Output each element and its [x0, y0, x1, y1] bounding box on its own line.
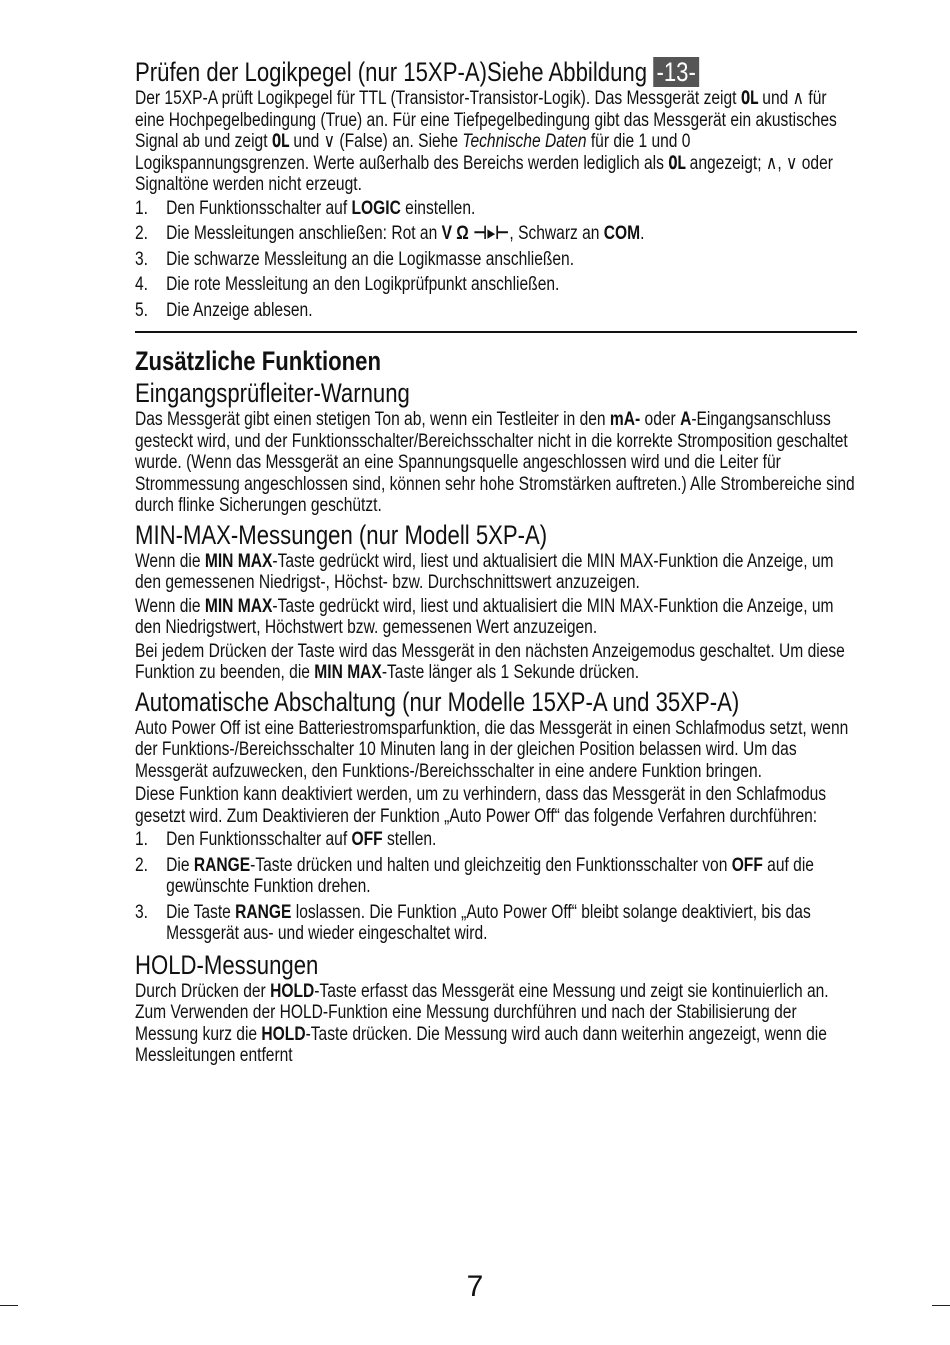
- up-caret-icon: ∧: [765, 152, 778, 174]
- list-item: 1. Den Funktionsschalter auf LOGIC einstellen.: [135, 197, 476, 219]
- up-caret-icon: ∧: [792, 88, 805, 109]
- logic-title: Prüfen der Logikpegel (nur 15XP-A)Siehe Abbildung -13-: [135, 56, 855, 88]
- list-item: 3. Die schwarze Messleitung an die Logikmasse anschließen.: [135, 248, 575, 270]
- autooff-steps: [135, 829, 855, 945]
- down-caret-icon: ∨: [785, 152, 798, 174]
- figure-badge: -13-: [653, 57, 699, 87]
- list-item: 2. Die Messleitungen anschließen: Rot an V Ω ⊣▸⊢, Schwarz an COM.: [135, 223, 645, 244]
- logic-section: [135, 56, 855, 325]
- autooff-title: Automatische Abschaltung (nur Modelle 15XP-A und 35XP-A): [135, 686, 740, 717]
- ol-symbol: OL: [271, 130, 289, 152]
- logic-paragraph: Der 15XP-A prüft Logikpegel für TTL (Transistor-Transistor-Logik). Das Messgerät zeigt OL und ∧ für eine Hochpegelbedingung (True) an. Für eine Tiefpegelbedingung gibt das Messgerät ein akustisches Signal ab und zeigt OL und ∨ (False) an. Siehe Technische Daten für die 1 und 0 Logikspannungsgrenzen. Werte außerhalb des Bereichs werden lediglich als OL angezeigt; ∧, ∨ oder Signaltöne werden nicht erzeugt.: [135, 87, 837, 195]
- ol-symbol: OL: [668, 151, 686, 174]
- ol-symbol: OL: [740, 87, 758, 109]
- section-divider: [135, 331, 857, 333]
- crop-mark: [0, 1305, 18, 1306]
- down-caret-icon: ∨: [323, 131, 336, 152]
- manual-page: [135, 56, 855, 1069]
- autooff-paragraph-1: Auto Power Off ist eine Batteriestromsparfunktion, die das Messgerät in einen Schlafmodus setzt, wenn der Funktions-/Bereichsschalter 10 Minuten lang in der gleichen Position belassen wird. Um das Messgerät aufzuwecken, den Funktions-/Bereichsschalter in eine andere Funktion bringen.: [135, 717, 849, 782]
- hold-title: HOLD-Messungen: [135, 949, 319, 980]
- list-item: 3. Die Taste RANGE loslassen. Die Funktion „Auto Power Off“ bleibt solange deaktiviert, bis das Messgerät aus- und wieder eingeschaltet wird.: [135, 901, 811, 944]
- minmax-paragraph-2: Wenn die MIN MAX-Taste gedrückt wird, liest und aktualisiert die MIN MAX-Funktion die Anzeige, um den Niedrigstwert, Höchstwert bzw. gemessenen Wert anzuzeigen.: [135, 595, 834, 638]
- input-warning-paragraph: Das Messgerät gibt einen stetigen Ton ab, wenn ein Testleiter in den mA- oder A-Eingangsanschluss gesteckt wird, und der Funktionsschalter/Bereichsschalter nicht in die korrekte Stromposition geschaltet wurde. (Wenn das Messgerät an eine Spannungsquelle angeschlossen wird und die Leiter für Strommessung angeschlossen sind, können sehr hohe Stromstärken auftreten.) Alle Strombereiche sind durch flinke Sicherungen geschützt.: [135, 409, 855, 516]
- minmax-paragraph-1: Wenn die MIN MAX-Taste gedrückt wird, liest und aktualisiert die MIN MAX-Funktion die Anzeige, um den gemessenen Niedrigst-, Höchst- bzw. Durchschnittswert anzuzeigen.: [135, 550, 834, 593]
- list-item: 4. Die rote Messleitung an den Logikprüfpunkt anschließen.: [135, 274, 560, 295]
- page-number: 7: [466, 1270, 484, 1303]
- minmax-paragraph-3: Bei jedem Drücken der Taste wird das Messgerät in den nächsten Anzeigemodus geschaltet. Um diese Funktion zu beenden, die MIN MAX-Taste länger als 1 Sekunde drücken.: [135, 640, 845, 683]
- autooff-paragraph-2: Diese Funktion kann deaktiviert werden, um zu verhindern, dass das Messgerät in den Schlafmodus gesetzt wird. Zum Deaktivieren der Funktion „Auto Power Off“ das folgende Verfahren durchführen:: [135, 784, 827, 827]
- extras-title: Zusätzliche Funktionen: [135, 346, 382, 376]
- list-item: 2. Die RANGE-Taste drücken und halten und gleichzeitig den Funktionsschalter von OFF auf die gewünschte Funktion drehen.: [135, 854, 814, 897]
- logic-steps: [135, 198, 855, 322]
- v-ohm-diode-terminal-icon: V Ω ⊣▸⊢: [441, 223, 510, 244]
- tech-data-reference: Technische Daten: [462, 131, 587, 152]
- hold-paragraph: Durch Drücken der HOLD-Taste erfasst das Messgerät eine Messung und zeigt sie kontinuierlich an. Zum Verwenden der HOLD-Funktion eine Messung durchführen und nach der Stabilisierung der Messung kurz die HOLD-Taste drücken. Die Messung wird auch dann weiterhin angezeigt, wenn die Messleitungen entfernt: [135, 980, 829, 1066]
- crop-mark: [932, 1305, 950, 1306]
- list-item: 5. Die Anzeige ablesen.: [135, 299, 313, 321]
- input-warning-title: Eingangsprüfleiter-Warnung: [135, 378, 410, 408]
- minmax-title: MIN-MAX-Messungen (nur Modell 5XP-A): [135, 519, 548, 550]
- extras-section: [135, 341, 855, 1069]
- list-item: 1. Den Funktionsschalter auf OFF stellen.: [135, 829, 437, 850]
